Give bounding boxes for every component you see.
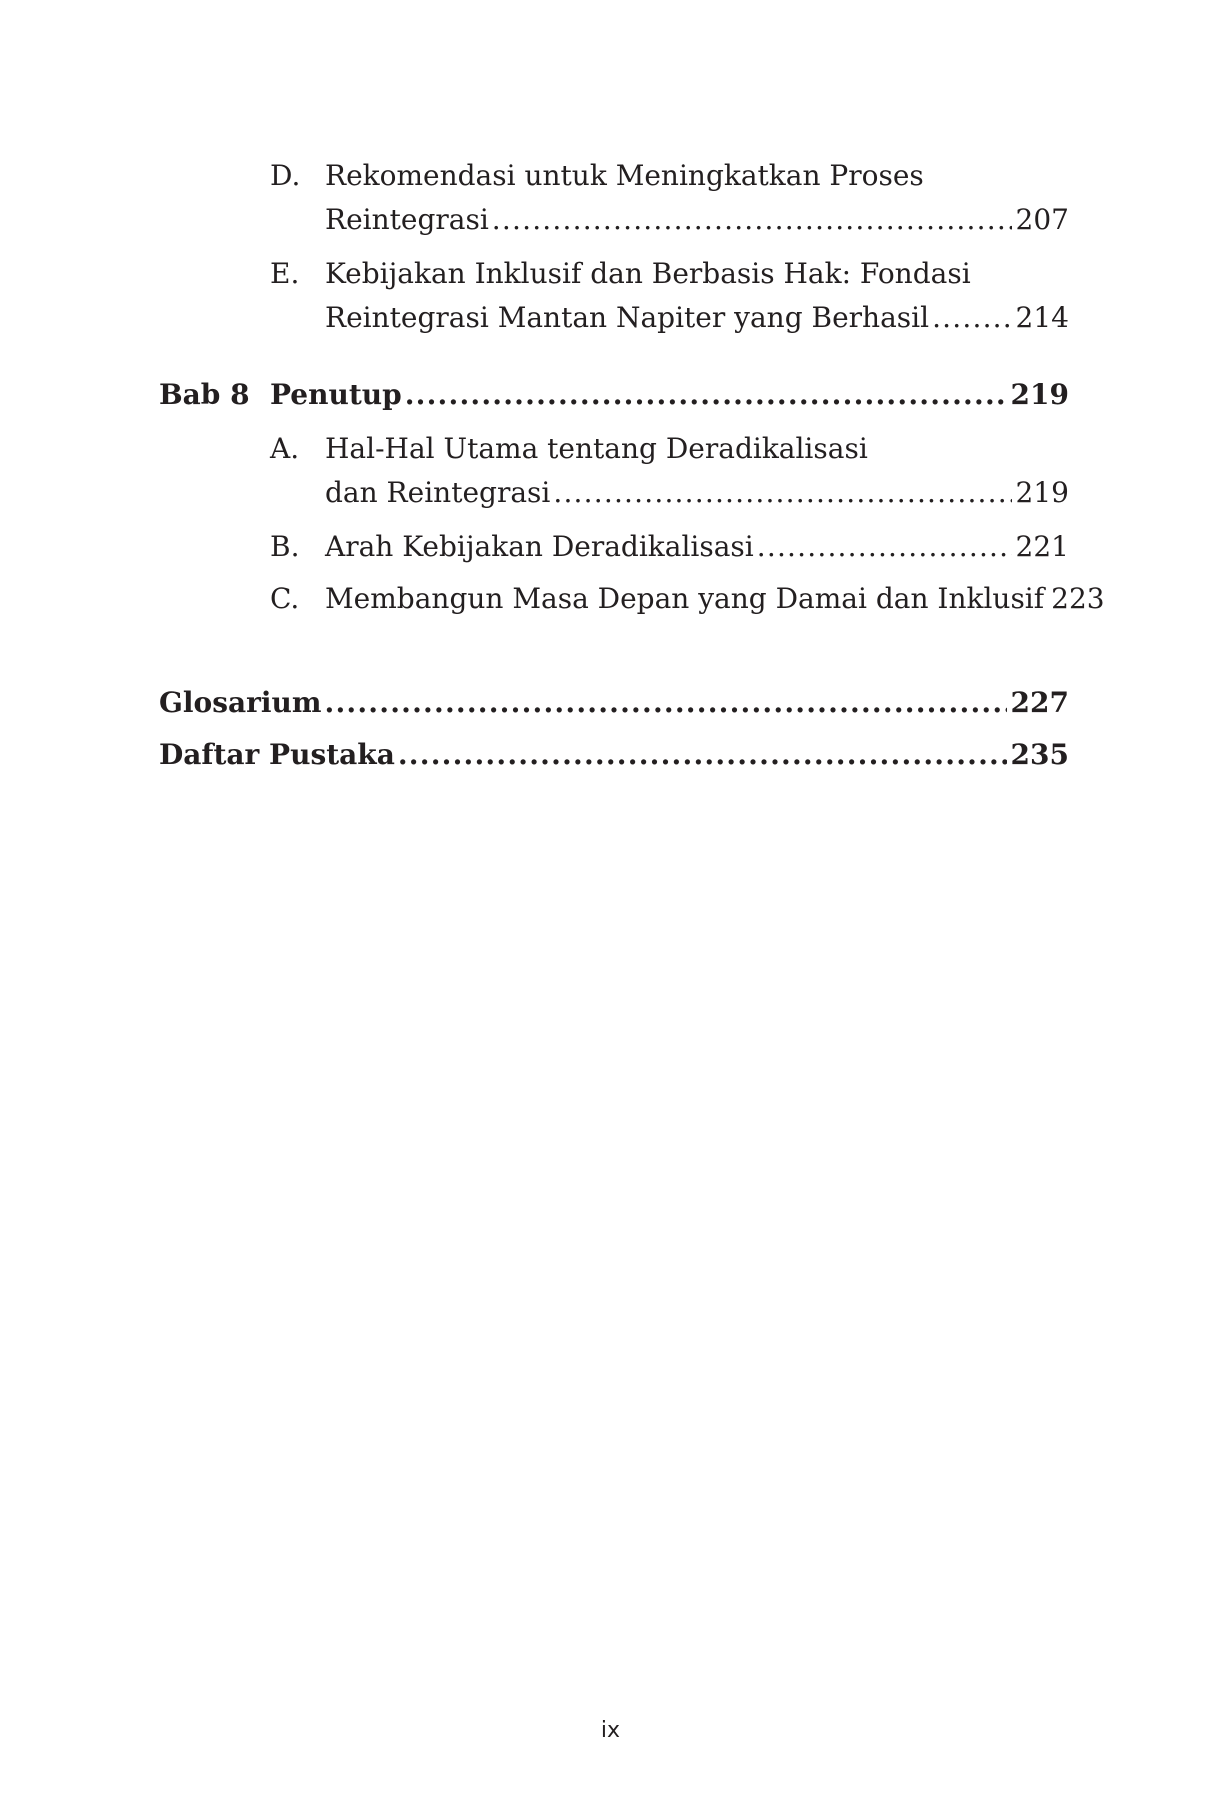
- toc-entry-title-continued: Reintegrasi Mantan Napiter yang Berhasil: [325, 301, 930, 334]
- back-matter-title: Daftar Pustaka: [159, 738, 395, 771]
- toc-chapter-8[interactable]: [159, 373, 1069, 417]
- dot-leader: [405, 373, 1007, 417]
- toc-leader-line: [325, 525, 1069, 569]
- toc-entry-a-continuation[interactable]: [159, 471, 1069, 515]
- toc-page-number: 235: [1010, 738, 1069, 771]
- toc-entry-letter: A.: [270, 432, 300, 465]
- toc-page-number: 223: [1051, 582, 1105, 615]
- toc-entry-e-continuation[interactable]: [159, 296, 1069, 340]
- chapter-label: Bab 8: [159, 378, 250, 411]
- toc-glossary[interactable]: [159, 681, 1069, 725]
- toc-entry-e[interactable]: [159, 252, 1069, 296]
- toc-entry-title: Arah Kebijakan Deradikalisasi: [325, 530, 754, 563]
- toc-entry-title-continued: Reintegrasi: [325, 203, 489, 236]
- toc-page-number: 227: [1010, 686, 1069, 719]
- toc-entry-d[interactable]: [159, 154, 1069, 198]
- toc-leader-line: [325, 577, 1105, 621]
- toc-entry-a[interactable]: [159, 427, 1069, 471]
- toc-page-number: 214: [1015, 301, 1069, 334]
- dot-leader: [932, 296, 1011, 340]
- toc-entry-letter: D.: [270, 159, 301, 192]
- toc-entry-title: Kebijakan Inklusif dan Berbasis Hak: Fondasi: [325, 257, 971, 290]
- toc-entry-b[interactable]: [159, 525, 1069, 569]
- toc-entry-title: Rekomendasi untuk Meningkatkan Proses: [325, 159, 924, 192]
- toc-leader-line: [325, 198, 1069, 242]
- back-matter-title: Glosarium: [159, 686, 322, 719]
- toc-entry-d-continuation[interactable]: [159, 198, 1069, 242]
- dot-leader: [553, 471, 1011, 515]
- toc-leader-line: [270, 373, 1069, 417]
- toc-leader-line: [159, 681, 1069, 725]
- toc-leader-line: [325, 296, 1069, 340]
- toc-page-number: 207: [1015, 203, 1069, 236]
- dot-leader: [757, 525, 1012, 569]
- toc-entry-c[interactable]: [159, 577, 1105, 621]
- toc-leader-line: [159, 733, 1069, 777]
- page-number-footer: ix: [600, 1718, 621, 1743]
- chapter-title: Penutup: [270, 378, 402, 411]
- toc-page-number: 219: [1010, 378, 1069, 411]
- toc-page-number: 221: [1015, 530, 1069, 563]
- toc-page-number: 219: [1015, 476, 1069, 509]
- toc-entry-title: Membangun Masa Depan yang Damai dan Inklusif: [325, 582, 1045, 615]
- dot-leader: [398, 733, 1007, 777]
- toc-entry-title: Hal-Hal Utama tentang Deradikalisasi: [325, 432, 868, 465]
- dot-leader: [325, 681, 1007, 725]
- toc-entry-letter: E.: [270, 257, 300, 290]
- toc-leader-line: [325, 471, 1069, 515]
- toc-entry-title-continued: dan Reintegrasi: [325, 476, 551, 509]
- table-of-contents: [159, 0, 1105, 800]
- toc-entry-letter: B.: [270, 530, 300, 563]
- toc-bibliography[interactable]: [159, 733, 1069, 777]
- dot-leader: [492, 198, 1012, 242]
- toc-entry-letter: C.: [270, 582, 300, 615]
